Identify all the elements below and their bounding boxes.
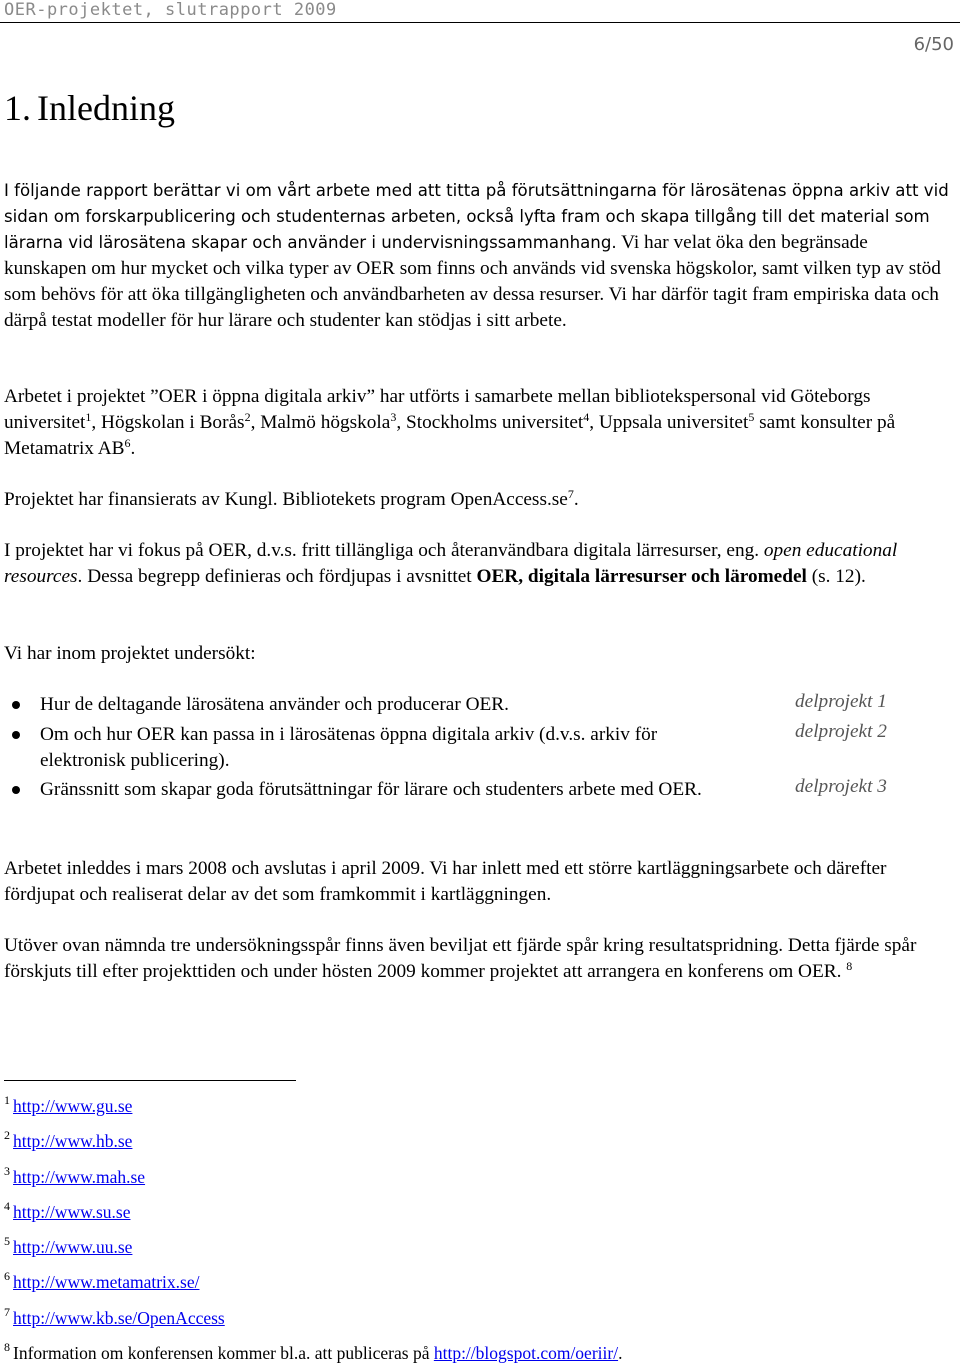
dissemination-text: Utöver ovan nämnda tre undersökningsspår finns även beviljat ett fjärde spår kring resultatspridning. Detta fjärde spår förskjuts till efter projekttiden och under hösten 2009 kommer projektet att arrangera en konferens om OER. — [4, 935, 917, 982]
partners-paragraph — [4, 384, 954, 462]
section-number: 1. — [4, 88, 31, 128]
footnote-ref-4[interactable]: 4 — [583, 410, 590, 424]
footnote-ref-5[interactable]: 5 — [748, 410, 755, 424]
footnote-number: 1 — [4, 1093, 10, 1107]
footnote-link[interactable]: http://www.kb.se/OpenAccess — [13, 1308, 225, 1328]
footnote-number: 7 — [4, 1305, 10, 1319]
footnote-3 — [4, 1166, 145, 1188]
footnote-6 — [4, 1271, 199, 1293]
list-item-text: Gränssnitt som skapar goda förutsättningar för lärare och studenters arbete med OER. — [40, 779, 702, 800]
partners-text-7: . — [130, 438, 136, 459]
footnote-link[interactable]: http://blogspot.com/oeriir/ — [433, 1343, 619, 1363]
focus-paragraph — [4, 538, 954, 590]
footnote-link[interactable]: http://www.su.se — [13, 1202, 131, 1222]
focus-text-3: (s. 12). — [811, 566, 866, 587]
footnote-link[interactable]: http://www.uu.se — [13, 1237, 133, 1257]
footnote-text: Information om konferensen kommer bl.a. att publiceras på — [13, 1343, 434, 1363]
focus-text-1: I projektet har vi fokus på OER, d.v.s. fritt tillängliga och återanvändbara digitala lärresurser, eng. — [4, 540, 760, 561]
intro-serif-text: Vi har velat öka den begränsade kunskapen om hur mycket och vilka typer av OER som finns och används vid svenska högskolor, samt vilken typ av stöd som behövs för att öka tillgängligheten och användbarheten av dessa resurser. Vi har därför tagit fram empiriska data och därpå testat modeller för hur lärare och studenter kan stödjas i sitt arbete. — [4, 232, 941, 331]
intro-sans-text: I följande rapport berättar vi om vårt arbete med att titta på förutsättningarna för lärosätenas öppna arkiv att vid sidan om forskarpublicering och studenternas arbeten, också lyfta fram och skapa tillgång till det material som lärarna vid lärosätena skapar och använder i undervisningssammanhang. — [4, 181, 949, 252]
partners-text-1: Arbetet i projektet ”OER i öppna digitala arkiv” har utförts i samarbete mellan bibliotekspersonal vid Göteborgs universitet — [4, 386, 871, 433]
header-rule — [0, 22, 960, 23]
investigated-intro: Vi har inom projektet undersökt: — [4, 643, 256, 664]
footnote-link[interactable]: http://www.gu.se — [13, 1096, 133, 1116]
footnote-ref-3[interactable]: 3 — [390, 410, 397, 424]
focus-text-2: . Dessa begrepp definieras och fördjupas i avsnittet — [77, 566, 472, 587]
footnote-ref-2[interactable]: 2 — [244, 410, 251, 424]
footnote-number: 8 — [4, 1340, 10, 1354]
footnote-number: 3 — [4, 1164, 10, 1178]
footnote-number: 2 — [4, 1128, 10, 1142]
bullet-icon — [12, 731, 20, 739]
funding-text-end: . — [573, 489, 579, 510]
partners-text-2: , Högskolan i Borås — [91, 412, 245, 433]
footnote-7 — [4, 1307, 225, 1329]
footnote-2 — [4, 1130, 132, 1152]
subproject-label: delprojekt 3 — [795, 776, 887, 797]
subproject-label: delprojekt 1 — [795, 691, 887, 712]
footnote-link[interactable]: http://www.hb.se — [13, 1131, 133, 1151]
bullet-icon — [12, 786, 20, 794]
focus-italic-term: open educational resources — [4, 540, 898, 587]
footnote-4 — [4, 1201, 130, 1223]
partners-text-3: , Malmö högskola — [250, 412, 391, 433]
section-heading — [4, 86, 175, 130]
list-item-text: Om och hur OER kan passa in i lärosätenas öppna digitala arkiv (d.v.s. arkiv för elektronisk publicering). — [40, 724, 658, 771]
partners-text-6: samt konsulter på Metamatrix AB — [4, 412, 896, 459]
dissemination-paragraph — [4, 933, 954, 985]
timeline-paragraph: Arbetet inleddes i mars 2008 och avslutas i april 2009. Vi har inlett med ett större kartläggningsarbete och därefter fördjupat och realiserat delar av det som framkommit i kartläggningen. — [4, 858, 887, 905]
funding-text: Projektet har finansierats av Kungl. Bibliotekets program OpenAccess.se — [4, 489, 568, 510]
footnote-8 — [4, 1342, 622, 1364]
footnote-link[interactable]: http://www.metamatrix.se/ — [13, 1272, 200, 1292]
footnote-link[interactable]: http://www.mah.se — [13, 1167, 146, 1187]
intro-paragraph — [4, 178, 954, 334]
footnote-ref-8[interactable]: 8 — [846, 959, 853, 973]
footnote-1 — [4, 1095, 132, 1117]
footnote-number: 5 — [4, 1234, 10, 1248]
focus-section-ref: OER, digitala lärresurser och läromedel — [476, 566, 807, 587]
page-number: 6/50 — [913, 34, 954, 55]
bullet-icon — [12, 701, 20, 709]
footnote-ref-1[interactable]: 1 — [85, 410, 92, 424]
footnote-5 — [4, 1236, 132, 1258]
funding-paragraph — [4, 487, 954, 513]
partners-text-5: , Uppsala universitet — [589, 412, 749, 433]
running-header-title: OER-projektet, slutrapport 2009 — [4, 0, 337, 20]
footnote-ref-6[interactable]: 6 — [124, 436, 131, 450]
list-item-text: Hur de deltagande lärosätena använder och producerar OER. — [40, 694, 509, 715]
footnote-number: 4 — [4, 1199, 10, 1213]
section-title: Inledning — [37, 88, 175, 128]
footnote-number: 6 — [4, 1269, 10, 1283]
footnote-text-end: . — [618, 1343, 623, 1363]
partners-text-4: , Stockholms universitet — [396, 412, 584, 433]
footnote-separator — [4, 1080, 296, 1081]
subproject-label: delprojekt 2 — [795, 721, 887, 742]
footnote-ref-7[interactable]: 7 — [567, 487, 574, 501]
